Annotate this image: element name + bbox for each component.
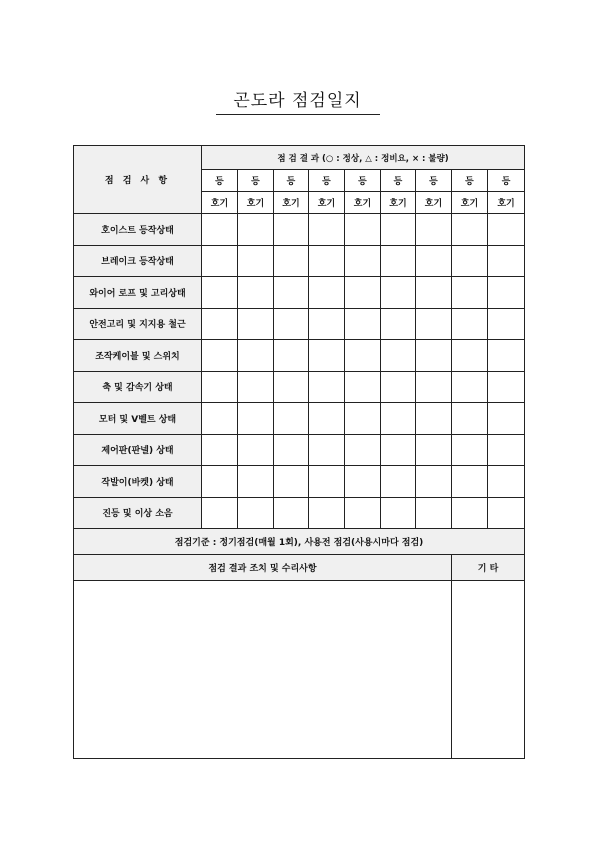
result-cell[interactable] [452, 214, 488, 246]
table-row [74, 403, 525, 435]
action-repair-header: 점검 결과 조치 및 수리사항 [74, 555, 452, 581]
result-cell[interactable] [416, 497, 452, 529]
result-cell[interactable] [202, 466, 238, 498]
grade-cell: 등 [202, 170, 238, 192]
result-cell[interactable] [381, 371, 416, 403]
other-header: 기 타 [452, 555, 525, 581]
unit-cell: 호기 [309, 192, 345, 214]
unit-cell: 호기 [381, 192, 416, 214]
result-cell[interactable] [381, 497, 416, 529]
result-cell[interactable] [309, 245, 345, 277]
remarks-header-row [74, 555, 525, 581]
page-title: 곤도라 점검일지 [216, 86, 380, 115]
result-cell[interactable] [452, 371, 488, 403]
result-cell[interactable] [345, 371, 381, 403]
table-row [74, 214, 525, 246]
result-cell[interactable] [416, 245, 452, 277]
result-cell[interactable] [309, 434, 345, 466]
result-cell[interactable] [309, 277, 345, 309]
result-cell[interactable] [381, 277, 416, 309]
result-cell[interactable] [452, 245, 488, 277]
table-row [74, 434, 525, 466]
result-cell[interactable] [488, 340, 525, 372]
result-cell[interactable] [274, 245, 309, 277]
result-cell[interactable] [345, 466, 381, 498]
result-cell[interactable] [202, 497, 238, 529]
result-cell[interactable] [345, 245, 381, 277]
result-cell[interactable] [309, 214, 345, 246]
result-cell[interactable] [202, 245, 238, 277]
result-cell[interactable] [274, 497, 309, 529]
table-row [74, 308, 525, 340]
result-cell[interactable] [452, 340, 488, 372]
grade-cell: 등 [309, 170, 345, 192]
result-cell[interactable] [452, 403, 488, 435]
result-cell[interactable] [202, 308, 238, 340]
result-cell[interactable] [416, 371, 452, 403]
result-cell[interactable] [381, 308, 416, 340]
result-cell[interactable] [488, 403, 525, 435]
result-cell[interactable] [309, 466, 345, 498]
result-cell[interactable] [488, 466, 525, 498]
result-cell[interactable] [274, 466, 309, 498]
result-cell[interactable] [238, 403, 274, 435]
unit-cell: 호기 [416, 192, 452, 214]
result-cell[interactable] [309, 403, 345, 435]
result-cell[interactable] [488, 245, 525, 277]
unit-cell: 호기 [345, 192, 381, 214]
result-cell[interactable] [238, 340, 274, 372]
result-cell[interactable] [488, 214, 525, 246]
grade-cell: 등 [488, 170, 525, 192]
unit-cell: 호기 [202, 192, 238, 214]
result-cell[interactable] [274, 340, 309, 372]
table-row [74, 277, 525, 309]
result-cell[interactable] [345, 214, 381, 246]
inspection-item-label: 작발이(바켓) 상태 [74, 466, 202, 498]
result-cell[interactable] [345, 277, 381, 309]
result-cell[interactable] [452, 434, 488, 466]
inspection-item-header: 점 검 사 항 [74, 146, 202, 214]
result-cell[interactable] [452, 497, 488, 529]
grade-cell: 등 [452, 170, 488, 192]
result-cell[interactable] [381, 434, 416, 466]
other-field[interactable] [452, 581, 525, 759]
result-cell[interactable] [488, 308, 525, 340]
result-cell[interactable] [488, 371, 525, 403]
result-cell[interactable] [345, 403, 381, 435]
result-cell[interactable] [416, 434, 452, 466]
result-cell[interactable] [274, 434, 309, 466]
result-cell[interactable] [238, 434, 274, 466]
result-cell[interactable] [381, 245, 416, 277]
result-cell[interactable] [274, 403, 309, 435]
result-cell[interactable] [488, 434, 525, 466]
result-cell[interactable] [202, 277, 238, 309]
result-cell[interactable] [381, 214, 416, 246]
remarks-body-row [74, 581, 525, 759]
grade-cell: 등 [345, 170, 381, 192]
unit-cell: 호기 [452, 192, 488, 214]
result-cell[interactable] [274, 308, 309, 340]
result-cell[interactable] [202, 371, 238, 403]
unit-cell: 호기 [488, 192, 525, 214]
result-cell[interactable] [238, 308, 274, 340]
inspection-item-label: 제어판(판넬) 상태 [74, 434, 202, 466]
result-cell[interactable] [345, 434, 381, 466]
grade-cell: 등 [381, 170, 416, 192]
unit-cell: 호기 [238, 192, 274, 214]
result-cell[interactable] [309, 497, 345, 529]
inspection-item-label: 조작케이블 및 스위치 [74, 340, 202, 372]
result-cell[interactable] [238, 371, 274, 403]
result-cell[interactable] [274, 371, 309, 403]
result-cell[interactable] [238, 497, 274, 529]
result-cell[interactable] [381, 340, 416, 372]
table-row [74, 371, 525, 403]
result-cell[interactable] [309, 340, 345, 372]
action-repair-field[interactable] [74, 581, 452, 759]
result-cell[interactable] [416, 340, 452, 372]
result-cell[interactable] [238, 245, 274, 277]
result-cell[interactable] [202, 340, 238, 372]
inspection-item-label: 축 및 감속기 상태 [74, 371, 202, 403]
inspection-item-label: 와이어 로프 및 고리상태 [74, 277, 202, 309]
inspection-item-label: 진등 및 이상 소음 [74, 497, 202, 529]
result-cell[interactable] [274, 277, 309, 309]
inspection-item-label: 모터 및 V벨트 상태 [74, 403, 202, 435]
result-cell[interactable] [381, 466, 416, 498]
inspection-item-label: 브레이크 등작상태 [74, 245, 202, 277]
result-cell[interactable] [202, 434, 238, 466]
result-cell[interactable] [238, 214, 274, 246]
result-cell[interactable] [274, 214, 309, 246]
inspection-item-label: 호이스트 등작상태 [74, 214, 202, 246]
result-cell[interactable] [238, 277, 274, 309]
table-row [74, 340, 525, 372]
result-cell[interactable] [452, 308, 488, 340]
result-cell[interactable] [309, 308, 345, 340]
inspection-criteria: 점검기준 : 정기점검(매월 1회), 사용전 점검(사용시마다 점검) [74, 529, 525, 555]
result-cell[interactable] [345, 340, 381, 372]
result-cell[interactable] [416, 214, 452, 246]
result-cell[interactable] [416, 403, 452, 435]
title-wrap [0, 86, 595, 115]
result-cell[interactable] [202, 214, 238, 246]
result-cell[interactable] [381, 403, 416, 435]
grade-cell: 등 [238, 170, 274, 192]
inspection-result-header: 점 검 결 과 (○ : 정상, △ : 정비요, × : 불량) [202, 146, 525, 170]
unit-cell: 호기 [274, 192, 309, 214]
grade-cell: 등 [416, 170, 452, 192]
result-cell[interactable] [452, 466, 488, 498]
result-cell[interactable] [416, 308, 452, 340]
result-cell[interactable] [345, 497, 381, 529]
result-cell[interactable] [488, 277, 525, 309]
result-cell[interactable] [309, 371, 345, 403]
table-row [74, 245, 525, 277]
inspection-item-label: 안전고리 및 지지용 철근 [74, 308, 202, 340]
table-row [74, 466, 525, 498]
result-cell[interactable] [202, 403, 238, 435]
result-cell[interactable] [416, 277, 452, 309]
criteria-row [74, 529, 525, 555]
result-cell[interactable] [488, 497, 525, 529]
table-row [74, 497, 525, 529]
result-cell[interactable] [345, 308, 381, 340]
header-row-1 [74, 146, 525, 170]
grade-cell: 등 [274, 170, 309, 192]
inspection-table [73, 145, 525, 759]
result-cell[interactable] [452, 277, 488, 309]
result-cell[interactable] [416, 466, 452, 498]
result-cell[interactable] [238, 466, 274, 498]
